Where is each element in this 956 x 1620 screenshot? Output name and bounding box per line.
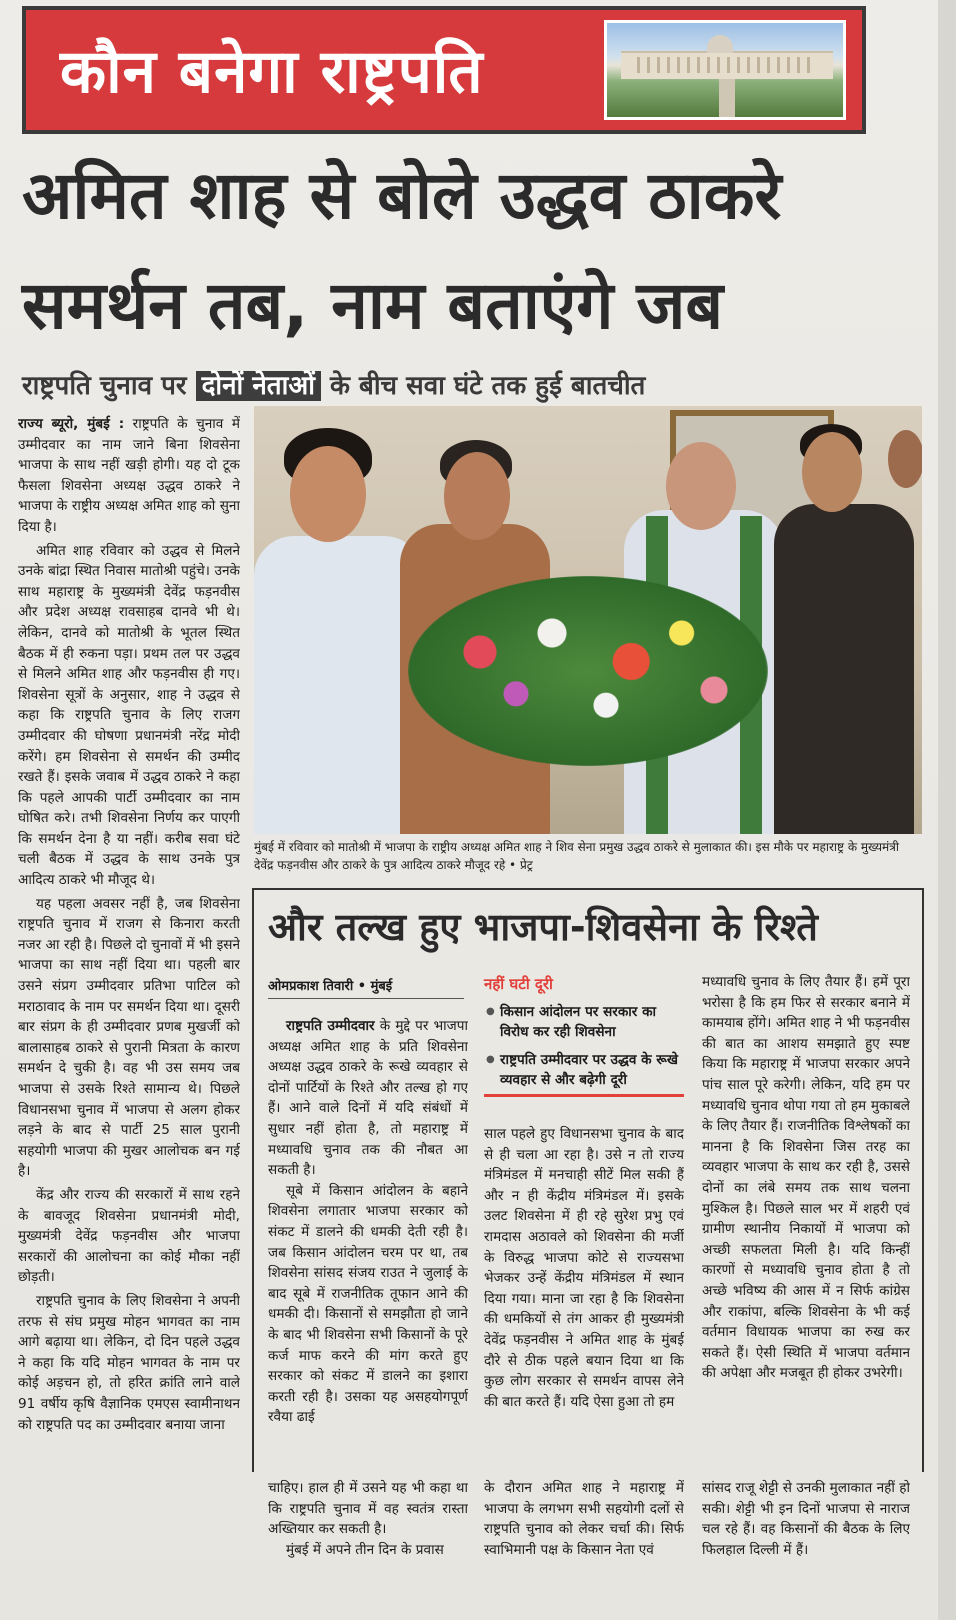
subhead-after: के बीच सवा घंटे तक हुई बातचीत xyxy=(329,371,646,401)
left-column-article xyxy=(18,414,240,1620)
highlights-box xyxy=(484,974,684,1097)
paragraph xyxy=(268,1016,468,1181)
inner-headline: और तल्ख हुए भाजपा-शिवसेना के रिश्ते xyxy=(268,905,818,949)
paragraph: राष्ट्रपति चुनाव के लिए शिवसेना ने अपनी तरफ से संघ प्रमुख मोहन भागवत का नाम आगे बढ़ाया था। लेकिन, दो दिन पहले उद्धव ने कहा कि यदि मोहन भागवत के नाम पर कोई अड़चन हो, तो हरित क्रांति लाने वाले 91 वर्षीय कृषि वैज्ञानिक एमएस स्वामीनाथन को राष्ट्रपति पद का उम्मीदवार बनाया जाना xyxy=(18,1292,240,1433)
flower-bouquet xyxy=(408,576,768,766)
headline-line-1: अमित शाह से बोले उद्धव ठाकरे xyxy=(22,157,782,234)
headline-line-2: समर्थन तब, नाम बताएंगे जब xyxy=(22,267,724,344)
continuation-column-2 xyxy=(484,1478,684,1620)
paragraph-text: के मुद्दे पर भाजपा अध्यक्ष अमित शाह के प्रति शिवसेना अध्यक्ष उद्धव ठाकरे के रूखे व्यवहार से दोनों पार्टियों के रिश्ते और तल्ख हो गए हैं। आने वाले दिनों में यदि संबंधों में सुधार नहीं होता है, तो महाराष्ट्र में मध्यावधि चुनाव तक की नौबत आ सकती है। xyxy=(268,1018,468,1179)
photo-caption: मुंबई में रविवार को मातोश्री में भाजपा के राष्ट्रीय अध्यक्ष अमित शाह ने शिव सेना प्रमुख उद्धव ठाकरे से मुलाकात की। इस मौके पर महाराष्ट्र के मुख्यमंत्री देवेंद्र फड़नवीस और ठाकरे के पुत्र आदित्य ठाकरे मौजूद रहे • प्रेट्र xyxy=(254,840,899,872)
highlight-item: ● राष्ट्रपति उम्मीदवार पर उद्धव के रूखे व्यवहार से और बढ़ेगी दूरी xyxy=(484,1050,684,1090)
highlights-title: नहीं घटी दूरी xyxy=(484,975,553,993)
inner-column-1 xyxy=(268,1016,468,1460)
paragraph xyxy=(18,414,240,538)
subheadline xyxy=(22,366,645,402)
inner-column-2 xyxy=(484,1124,684,1460)
paragraph-text: राष्ट्रपति के चुनाव में उम्मीदवार का नाम जाने बिना शिवसेना भाजपा के साथ नहीं खड़ी होगी। यह दो टूक फैसला शिवसेना अध्यक्ष उद्धव ठाकरे ने भाजपा के राष्ट्रीय अध्यक्ष अमित शाह को सुना दिया है। xyxy=(18,416,240,535)
banner-title: कौन बनेगा राष्ट्रपति xyxy=(60,37,484,107)
byline: ओमप्रकाश तिवारी • मुंबई xyxy=(268,976,464,999)
paragraph: मुंबई में अपने तीन दिन के प्रवास xyxy=(286,1541,444,1558)
subhead-before: राष्ट्रपति चुनाव पर xyxy=(22,371,187,401)
paragraph: केंद्र और राज्य की सरकारों में साथ रहने के बावजूद शिवसेना प्रधानमंत्री मोदी, मुख्यमंत्री देवेंद्र फड़नवीस और भाजपा सरकारों की आलोचना का कोई मौका नहीं छोड़ती। xyxy=(18,1186,240,1286)
building-dome xyxy=(707,35,733,53)
garden-path xyxy=(719,79,735,117)
section-banner xyxy=(22,6,866,134)
paragraph: साल पहले हुए विधानसभा चुनाव के बाद से ही चला आ रहा है। उसे न तो राज्य मंत्रिमंडल में मनचाही सीटें मिल सकी हैं और न ही केंद्रीय मंत्रिमंडल में। इसके उलट शिवसेना में ही रहे सुरेश प्रभु एवं रामदास अठावले को शिवसेना की मर्जी के विरुद्ध भाजपा कोटे से राज्यसभा भेजकर उन्हें केंद्रीय मंत्रिमंडल में स्थान दिया गया। माना जा रहा है कि शिवसेना की धमकियों से तंग आकर ही मुख्यमंत्री देवेंद्र फड़नवीस ने अमित शाह के मुंबई दौरे से ठीक पहले बयान दिया था कि कुछ लोग सरकार से समर्थन वापस लेने की बात करते हैं। यदि ऐसा हुआ तो हम xyxy=(484,1126,684,1410)
building-columns xyxy=(637,57,817,73)
paragraph: के दौरान अमित शाह ने महाराष्ट्र में भाजपा के लगभग सभी सहयोगी दलों से राष्ट्रपति चुनाव को लेकर चर्चा की। सिर्फ स्वाभिमानी पक्ष के किसान नेता एवं xyxy=(484,1480,684,1558)
rashtrapati-bhavan-image xyxy=(604,20,846,120)
lead-phrase: राष्ट्रपति उम्मीदवार xyxy=(286,1018,375,1034)
highlight-divider xyxy=(484,1094,684,1097)
paragraph: यह पहला अवसर नहीं है, जब शिवसेना राष्ट्रपति चुनाव में राजग से किनारा करती नजर आ रही है। पिछले दो चुनावों में भी इसने भाजपा का साथ नहीं दिया था। पहली बार उसने संप्रग उम्मीदवार प्रतिभा पाटिल को मराठावाद के नाम पर समर्थन दिया था। दूसरी बार संप्रग के ही उम्मीदवार प्रणब मुखर्जी को बालासाहब ठाकरे से पुरानी मित्रता के कारण समर्थन दे चुकी है। वह भी उस समय जब भाजपा से उसके रिश्ते सामान्य थे। पिछले विधानसभा चुनाव में भाजपा से अलग होकर लड़ने के बाद से पार्टी 25 साल पुरानी सहयोगी भाजपा की मुखर आलोचक बन गई है। xyxy=(18,895,240,1180)
continuation-column-1 xyxy=(268,1478,468,1620)
news-photo xyxy=(254,406,922,834)
paragraph: चाहिए। हाल ही में उसने यह भी कहा था कि राष्ट्रपति चुनाव में वह स्वतंत्र रास्ता अख्तियार कर सकती है। xyxy=(268,1480,468,1538)
highlight-item: ● किसान आंदोलन पर सरकार का विरोध कर रही शिवसेना xyxy=(484,1002,684,1042)
paragraph: मध्यावधि चुनाव के लिए तैयार हैं। हमें पूरा भरोसा है कि हम फिर से सरकार बनाने में कामयाब होंगे। अमित शाह ने भी फड़नवीस की बात का आशय समझाते हुए स्पष्ट किया कि महाराष्ट्र में भाजपा सरकार अपने पांच साल पूरे करेगी। लेकिन, यदि हम पर मध्यावधि चुनाव थोपा गया तो हम मुकाबले के लिए तैयार हैं। राजनीतिक विश्लेषकों का मानना है कि शिवसेना जिस तरह का व्यवहार भाजपा के साथ कर रही है, उससे दोनों का लंबे समय तक साथ चलना मुश्किल है। पिछले साल भर में शहरी एवं ग्रामीण स्थानीय निकायों में भाजपा को अच्छी सफलता मिली है। यदि किन्हीं कारणों से मध्यावधि चुनाव होता है तो अच्छे भविष्य की आस में न सिर्फ कांग्रेस और राकांपा, बल्कि शिवसेना के भी कई वर्तमान विधायक भाजपा का रुख कर सकते हैं। ऐसी स्थिति में भाजपा वर्तमान की अपेक्षा और मजबूत ही होकर उभरेगी। xyxy=(702,974,910,1382)
continuation-column-3 xyxy=(702,1478,910,1620)
paragraph: सूबे में किसान आंदोलन के बहाने शिवसेना लगातार भाजपा सरकार को संकट में डालने की धमकी देती रही है। जब किसान आंदोलन चरम पर था, तब शिवसेना सांसद संजय राउत ने जुलाई के बाद सूबे में राजनीतिक तूफान आने की धमकी दी। किसानों से समझौता हो जाने के बाद भी शिवसेना सभी किसानों के पूरे कर्ज माफ करने की मांग करते हुए सरकार को संकट में डालने का इशारा करती रही है। उसका यह असहयोगपूर्ण रवैया ढाई xyxy=(268,1182,468,1426)
paragraph: अमित शाह रविवार को उद्धव से मिलने उनके बांद्रा स्थित निवास मातोश्री पहुंचे। उनके साथ महाराष्ट्र के मुख्यमंत्री देवेंद्र फड़नवीस और प्रदेश अध्यक्ष रावसाहब दानवे भी थे। लेकिन, दानवे को मातोश्री के भूतल स्थित बैठक में ही रुकना पड़ा। प्रथम तल पर उद्धव से मिलने अमित शाह और फड़नवीस ही गए। शिवसेना सूत्रों के अनुसार, शाह ने उद्धव से कहा कि राष्ट्रपति चुनाव के लिए राजग उम्मीदवार की घोषणा प्रधानमंत्री नरेंद्र मोदी करेंगे। हम शिवसेना से समर्थन की उम्मीद रखते हैं। इसके जवाब में उद्धव ठाकरे ने कहा कि पहले आपकी पार्टी उम्मीदवार का नाम घोषित करे। तभी शिवसेना निर्णय कर पाएगी कि समर्थन देना है या नहीं। करीब सवा घंटे चली बैठक में उद्धव के साथ उनके पुत्र आदित्य ठाकरे भी मौजूद थे। xyxy=(18,542,240,889)
paragraph: सांसद राजू शेट्टी से उनकी मुलाकात नहीं हो सकी। शेट्टी भी इन दिनों भाजपा से नाराज चल रहे हैं। वह किसानों की बैठक के लिए फिलहाल दिल्ली में हैं। xyxy=(702,1480,910,1558)
subhead-boxed: दोनों नेताओं xyxy=(196,371,321,401)
inner-column-3 xyxy=(702,972,910,1460)
page-edge xyxy=(938,0,956,1620)
dateline: राज्य ब्यूरो, मुंबई : xyxy=(18,416,125,432)
